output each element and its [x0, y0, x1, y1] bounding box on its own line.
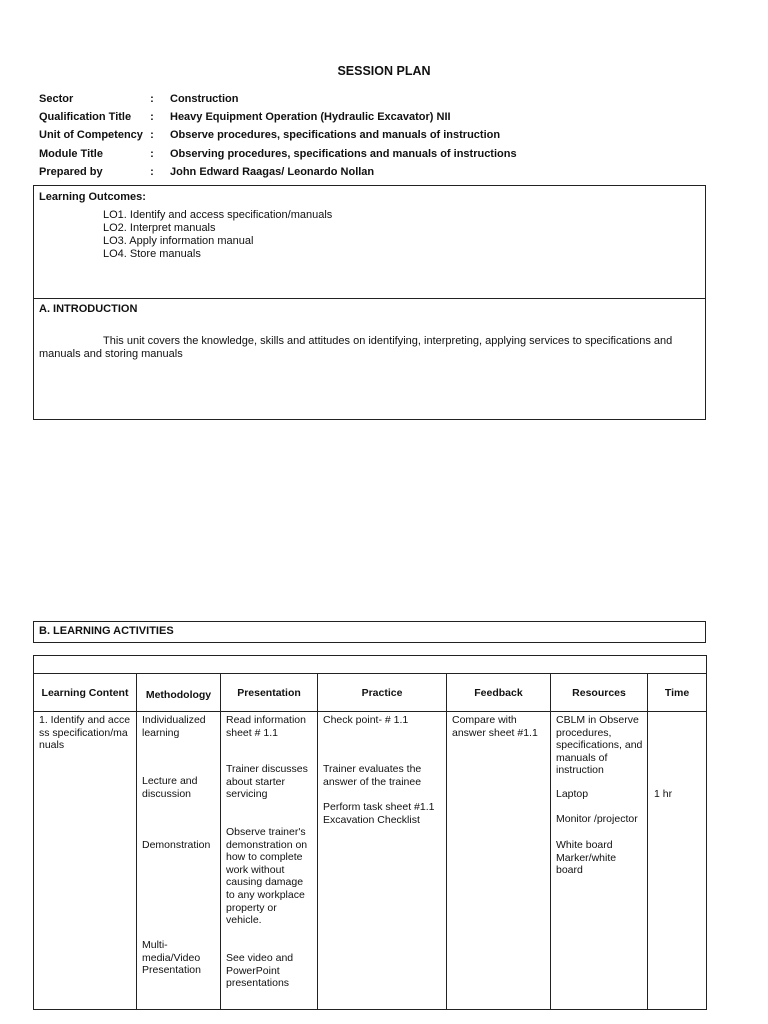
column-header-time: Time	[648, 674, 707, 712]
info-label: Prepared by	[39, 165, 103, 178]
table-blank-row	[34, 656, 707, 674]
document-title: SESSION PLAN	[337, 64, 431, 78]
learning-outcomes-list	[103, 209, 332, 261]
feedback-cell	[447, 712, 551, 1010]
column-header-feedback: Feedback	[447, 674, 551, 712]
table-row	[34, 712, 707, 1010]
practice-item: Check point- # 1.1	[323, 714, 409, 726]
learning-outcome-item: LO2. Interpret manuals	[103, 222, 216, 234]
learning-activities-heading-box	[33, 621, 706, 643]
methodology-cell	[137, 712, 221, 1010]
presentation-item: See video and PowerPoint presentations	[226, 952, 294, 990]
methodology-item: Individualized learning	[142, 714, 206, 739]
info-value: Heavy Equipment Operation (Hydraulic Excavator) NII	[170, 111, 451, 124]
introduction-box	[33, 298, 706, 420]
info-colon: :	[150, 93, 154, 105]
learning-activities-table	[33, 655, 707, 1010]
resources-item: White board Marker/white board	[556, 839, 617, 877]
presentation-item: Read information sheet # 1.1	[226, 714, 306, 739]
info-colon: :	[150, 129, 154, 142]
learning-outcomes-box	[33, 185, 706, 299]
content-cell	[34, 712, 137, 1010]
table-header-row	[34, 674, 707, 712]
info-label: Unit of Competency	[39, 129, 143, 142]
learning-activities-heading: B. LEARNING ACTIVITIES	[39, 625, 174, 637]
resources-item: Laptop	[556, 788, 589, 800]
methodology-item: Demonstration	[142, 839, 211, 851]
resources-item: Monitor /projector	[556, 813, 638, 825]
info-value: Observe procedures, specifications and manuals of instruction	[170, 129, 501, 142]
info-colon: :	[150, 165, 154, 178]
content-text: 1. Identify and access specification/manuals	[39, 714, 131, 752]
blank-cell	[34, 656, 707, 674]
resources-cell	[551, 712, 648, 1010]
info-colon: :	[150, 147, 154, 160]
presentation-cell	[221, 712, 318, 1010]
methodology-item: Lecture and discussion	[142, 775, 198, 800]
column-header-learning-content: Learning Content	[34, 674, 137, 712]
methodology-item: Multi-media/Video Presentation	[142, 939, 201, 977]
info-label: Sector	[39, 93, 74, 105]
feedback-item: Compare with answer sheet #1.1	[452, 714, 538, 739]
info-value: Observing procedures, specifications and manuals of instructions	[170, 147, 517, 160]
info-label: Module Title	[39, 147, 103, 160]
info-colon: :	[150, 111, 154, 124]
resources-item: CBLM in Observe procedures, specifications, and manuals of instruction	[556, 714, 643, 777]
time-cell	[648, 712, 707, 1010]
practice-item: Perform task sheet #1.1 Excavation Checklist	[323, 801, 435, 826]
presentation-item: Trainer discusses about starter servicing	[226, 763, 308, 801]
learning-outcome-item: LO1. Identify and access specification/manuals	[103, 209, 333, 221]
column-header-resources: Resources	[551, 674, 648, 712]
column-header-methodology: Methodology	[137, 674, 221, 712]
column-header-practice: Practice	[318, 674, 447, 712]
introduction-text: This unit covers the knowledge, skills and attitudes on identifying, interpreting, applying services to specifications and manuals and storing manuals	[39, 335, 673, 360]
presentation-item: Observe trainer's demonstration on how to complete work without causing damage to any workplace property or vehicle.	[226, 826, 308, 927]
learning-outcome-item: LO4. Store manuals	[103, 248, 201, 260]
learning-outcomes-heading: Learning Outcomes:	[39, 191, 146, 203]
learning-outcome-item: LO3. Apply information manual	[103, 235, 254, 247]
info-value: Construction	[170, 93, 239, 105]
practice-cell	[318, 712, 447, 1010]
introduction-heading: A. INTRODUCTION	[39, 303, 138, 315]
info-value: John Edward Raagas/ Leonardo Nollan	[170, 165, 375, 178]
time-value: 1 hr	[654, 788, 673, 800]
column-header-presentation: Presentation	[221, 674, 318, 712]
info-label: Qualification Title	[39, 111, 132, 124]
practice-item: Trainer evaluates the answer of the trainee	[323, 763, 422, 788]
